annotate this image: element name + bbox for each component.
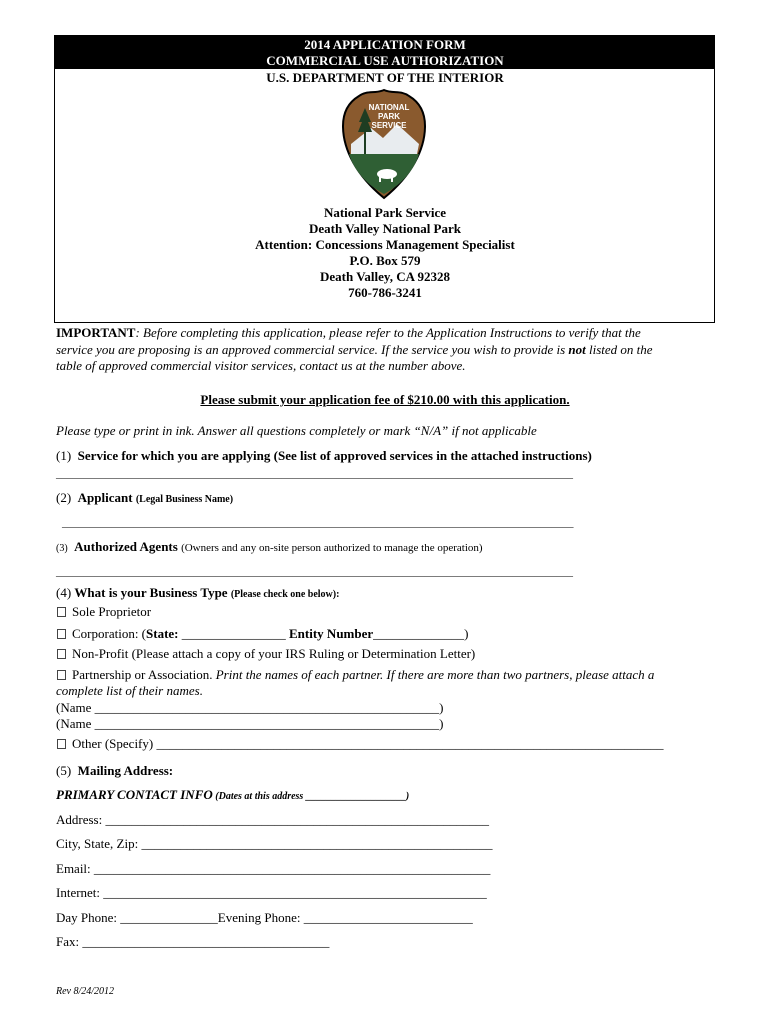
option-sole-proprietor[interactable] — [57, 604, 151, 620]
q2-label: Applicant — [77, 490, 133, 505]
partnership-instructions-cont: complete list of their names. — [56, 683, 203, 698]
primary-contact-heading — [56, 787, 409, 805]
q2-sub: (Legal Business Name) — [135, 494, 234, 505]
address-line-6: 760-786-3241 — [348, 285, 422, 300]
sole-proprietor-label: Sole Proprietor — [72, 604, 152, 619]
other-label: Other (Specify) ______________________________________________________________________________ — [72, 736, 664, 751]
address-line-3: Attention: Concessions Management Specialist — [255, 237, 515, 252]
address-line-2: Death Valley National Park — [308, 221, 462, 236]
fax-field[interactable]: Fax: ______________________________________ — [56, 934, 330, 949]
primary-contact-dates-field[interactable]: (Dates at this address ____________________) — [212, 791, 410, 802]
internet-field[interactable]: Internet: ___________________________________________________________ — [56, 885, 487, 900]
q1-field[interactable]: ______________________________________________________________________________________________ — [56, 468, 573, 480]
q3-label: Authorized Agents — [74, 539, 178, 554]
q3-sub: (Owners and any on-site person authorized to manage the operation) — [181, 542, 483, 554]
address-line-4: P.O. Box 579 — [349, 253, 421, 268]
corporation-entity-label: Entity Number — [289, 626, 374, 641]
q5-heading — [56, 763, 173, 779]
important-line-2 — [56, 342, 653, 358]
q4-heading — [56, 585, 339, 603]
email-field[interactable]: Email: _____________________________________________________________ — [56, 861, 491, 876]
phone-fields[interactable]: Day Phone: _______________Evening Phone: __________________________ — [56, 910, 473, 925]
city-state-zip-field[interactable]: City, State, Zip: ______________________________________________________ — [56, 836, 493, 851]
non-profit-label: Non-Profit (Please attach a copy of your IRS Ruling or Determination Letter) — [72, 646, 476, 661]
mailing-address-field[interactable]: Address: ___________________________________________________________ — [56, 812, 489, 827]
corporation-state-field[interactable]: ________________ — [178, 626, 290, 641]
q4-number: (4) — [56, 585, 72, 600]
partnership-label: Partnership or Association. — [72, 667, 216, 682]
q4-sub: (Please check one below): — [230, 589, 340, 600]
primary-contact-label: PRIMARY CONTACT INFO — [56, 787, 213, 802]
q1-heading — [56, 448, 592, 464]
q5-label: Mailing Address: — [77, 763, 174, 778]
q4-label: What is your Business Type — [74, 585, 228, 600]
non-profit-checkbox[interactable] — [57, 649, 66, 659]
sole-proprietor-checkbox[interactable] — [57, 607, 66, 617]
important-text-1: : Before completing this application, please refer to the Application Instructions to verify that the — [135, 325, 641, 340]
department-name: U.S. DEPARTMENT OF THE INTERIOR — [266, 70, 504, 85]
revision-date: Rev 8/24/2012 — [56, 986, 115, 997]
address-line-1: National Park Service — [323, 205, 447, 220]
important-text-2a: service you are proposing is an approved commercial service. If the service you wish to provide is — [56, 342, 569, 357]
nps-arrowhead-icon — [339, 88, 429, 200]
q2-heading — [56, 490, 233, 508]
q5-number: (5) — [56, 763, 72, 778]
q2-field[interactable]: _____________________________________________________________________________________________ — [62, 517, 574, 529]
option-other[interactable] — [57, 736, 663, 752]
corporation-checkbox[interactable] — [57, 629, 66, 639]
q1-number: (1) — [56, 448, 72, 463]
important-text-2b: not — [568, 342, 586, 357]
important-line-3: table of approved commercial visitor services, contact us at the number above. — [56, 358, 466, 373]
q3-field[interactable]: ______________________________________________________________________________________________ — [56, 566, 573, 578]
partnership-checkbox[interactable] — [57, 670, 66, 680]
partner-name-field-2[interactable]: (Name _____________________________________________________) — [56, 716, 444, 731]
q2-number: (2) — [56, 490, 72, 505]
important-text-2c: listed on the — [585, 342, 653, 357]
option-non-profit[interactable] — [57, 646, 475, 662]
logo-text-3: SERVICE — [371, 121, 407, 130]
q1-label: Service for which you are applying (See list of approved services in the attached instructions) — [77, 448, 592, 463]
logo-text-1: NATIONAL — [368, 103, 410, 112]
partnership-instructions: Print the names of each partner. If there are more than two partners, please attach a — [215, 667, 655, 682]
form-subtitle: COMMERCIAL USE AUTHORIZATION — [266, 53, 504, 68]
other-checkbox[interactable] — [57, 739, 66, 749]
logo-text-2: PARK — [377, 112, 401, 121]
option-partnership[interactable] — [57, 667, 654, 683]
fee-notice: Please submit your application fee of $210.00 with this application. — [200, 392, 570, 407]
corporation-entity-field[interactable]: ______________) — [373, 626, 469, 641]
corporation-state-label: State: — [146, 626, 179, 641]
corporation-label: Corporation: ( — [72, 626, 147, 641]
instructions: Please type or print in ink. Answer all questions completely or mark “N/A” if not applicable — [56, 423, 537, 438]
partner-name-field-1[interactable]: (Name _____________________________________________________) — [56, 700, 444, 715]
address-line-5: Death Valley, CA 92328 — [319, 269, 450, 284]
q3-heading — [56, 539, 483, 557]
important-label: IMPORTANT — [56, 325, 136, 340]
q3-number: (3) — [56, 543, 68, 554]
option-corporation[interactable] — [57, 626, 469, 642]
important-line-1 — [56, 325, 641, 341]
form-title: 2014 APPLICATION FORM — [304, 37, 466, 52]
